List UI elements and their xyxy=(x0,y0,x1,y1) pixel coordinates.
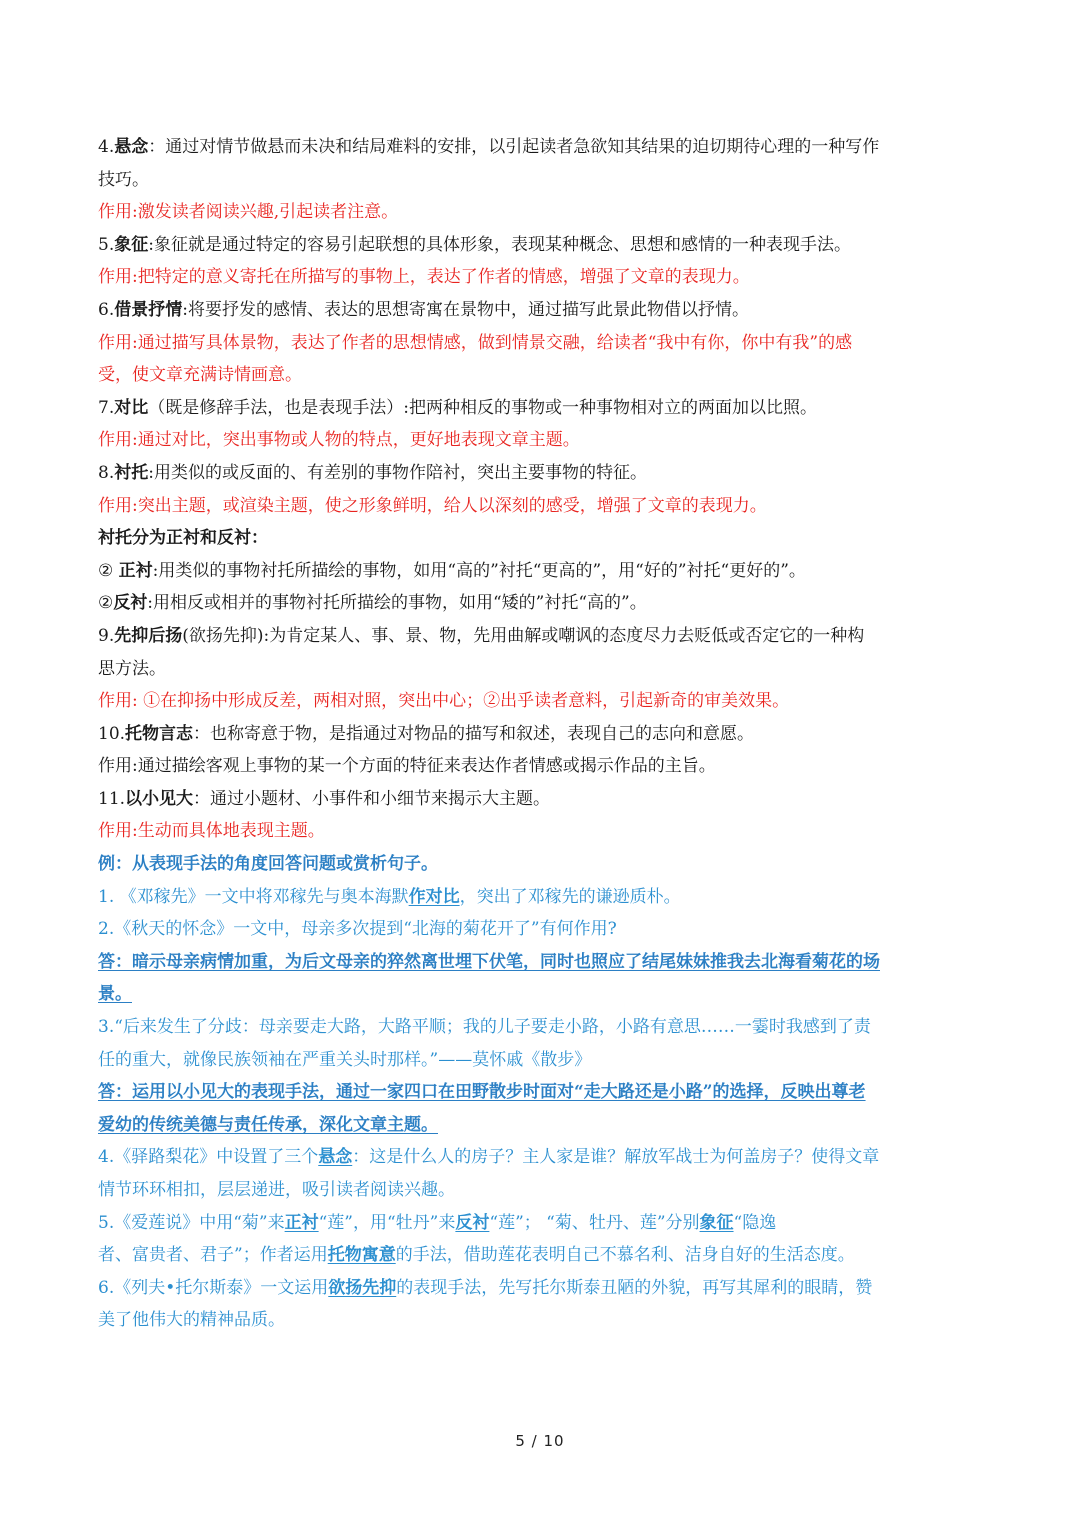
text-line xyxy=(98,1044,980,1077)
text-segment: 5. xyxy=(98,234,115,255)
text-segment: (欲扬先抑):为肯定某人、事、景、物，先用曲解或嘲讽的态度尽力去贬低或否定它的一种构 xyxy=(182,625,865,646)
text-segment: 11. xyxy=(98,788,126,809)
bold-term: 象征 xyxy=(114,234,149,255)
bold-term: 正衬 xyxy=(118,560,153,581)
text-segment: 2.《秋天的怀念》一文中，母亲多次提到“北海的菊花开了”有何作用? xyxy=(98,919,617,940)
text-segment: 5.《爱莲说》中用“菊”来 xyxy=(98,1212,285,1233)
text-segment: 例：从表现手法的角度回答问题或赏析句子。 xyxy=(98,854,438,875)
text-segment: 8. xyxy=(98,462,115,483)
bold-term: 反衬 xyxy=(113,593,148,614)
text-segment: （既是修辞手法，也是表现手法）:把两种相反的事物或一种事物相对立的两面加以比照。 xyxy=(148,397,817,418)
text-segment: ，突出了邓稼先的谦逊质朴。 xyxy=(459,886,681,907)
bold-term: 借景抒情 xyxy=(114,299,183,320)
bold-term: 悬念 xyxy=(318,1147,353,1168)
text-line xyxy=(98,881,980,914)
text-line xyxy=(98,1076,980,1109)
text-segment: 的表现手法，先写托尔斯泰丑陋的外貌，再写其犀利的眼睛，赞 xyxy=(396,1277,873,1298)
text-segment: ：通过小题材、小事件和小细节来揭示大主题。 xyxy=(193,788,551,809)
bold-term: 先抑后扬 xyxy=(114,625,183,646)
text-line xyxy=(98,1011,980,1044)
text-line xyxy=(98,1109,980,1142)
text-line xyxy=(98,653,980,686)
text-segment: 任的重大，就像民族领袖在严重关头时那样。”——莫怀戚《散步》 xyxy=(98,1049,592,1070)
text-segment: 作用:激发读者阅读兴趣,引起读者注意。 xyxy=(98,202,399,223)
text-line xyxy=(98,490,980,523)
text-segment: 4.《驿路梨花》中设置了三个 xyxy=(98,1147,319,1168)
bold-term: 对比 xyxy=(114,397,149,418)
bold-term: 托物言志 xyxy=(125,723,194,744)
text-line xyxy=(98,783,980,816)
text-segment: 的手法，借助莲花表明自己不慕名利、洁身自好的生活态度。 xyxy=(395,1245,855,1266)
text-segment: 景。 xyxy=(98,984,132,1005)
text-segment: 受，使文章充满诗情画意。 xyxy=(98,365,302,386)
text-segment: :用相反或相并的事物衬托所描绘的事物，如用“矮的”衬托“高的”。 xyxy=(147,593,647,614)
text-line xyxy=(98,1141,980,1174)
text-line xyxy=(98,327,980,360)
bold-term: 衬托 xyxy=(114,462,149,483)
text-segment: 3.“后来发生了分歧：母亲要走大路，大路平顺；我的儿子要走小路，小路有意思……一霎时我感到了责 xyxy=(98,1017,871,1038)
text-segment: 6. xyxy=(98,299,115,320)
text-segment: 作用:通过对比，突出事物或人物的特点，更好地表现文章主题。 xyxy=(98,430,580,451)
text-line xyxy=(98,750,980,783)
text-segment: ：也称寄意于物，是指通过对物品的描写和叙述，表现自己的志向和意愿。 xyxy=(193,723,755,744)
text-segment: 作用: ①在抑扬中形成反差，两相对照，突出中心；②出乎读者意料，引起新奇的审美效果。 xyxy=(98,691,790,712)
text-line xyxy=(98,946,980,979)
text-segment: :象征就是通过特定的容易引起联想的具体形象，表现某种概念、思想和感情的一种表现手法。 xyxy=(148,234,851,255)
text-segment: 作用:通过描绘客观上事物的某一个方面的特征来表达作者情感或揭示作品的主旨。 xyxy=(98,756,716,777)
text-line xyxy=(98,1272,980,1305)
text-line xyxy=(98,555,980,588)
text-segment: :用类似的事物衬托所描绘的事物，如用“高的”衬托“更高的”，用“好的”衬托“更好的”。 xyxy=(152,560,806,581)
text-line xyxy=(98,131,980,164)
bold-term: 正衬 xyxy=(284,1212,319,1233)
text-segment: :将要抒发的感情、表达的思想寄寓在景物中，通过描写此景此物借以抒情。 xyxy=(182,299,749,320)
text-segment: ② xyxy=(98,560,119,581)
text-segment: ② xyxy=(98,593,114,614)
text-segment: 答：暗示母亲病情加重，为后文母亲的猝然离世埋下伏笔，同时也照应了结尾妹妹推我去北海看菊花的场 xyxy=(98,951,880,972)
text-line xyxy=(98,913,980,946)
text-segment: 作用:突出主题，或渲染主题，使之形象鲜明，给人以深刻的感受，增强了文章的表现力。 xyxy=(98,495,767,516)
text-segment: “莲”； “菊、牡丹、莲”分别 xyxy=(489,1212,700,1233)
page-number: 5 / 10 xyxy=(515,1432,565,1450)
text-segment: 7. xyxy=(98,397,115,418)
text-line xyxy=(98,359,980,392)
text-line xyxy=(98,196,980,229)
text-line xyxy=(98,718,980,751)
text-line xyxy=(98,1207,980,1240)
text-segment: 者、富贵者、君子”；作者运用 xyxy=(98,1245,328,1266)
text-line xyxy=(98,164,980,197)
bold-term: 悬念 xyxy=(114,137,149,157)
text-line xyxy=(98,392,980,425)
text-line xyxy=(98,815,980,848)
bold-term: 以小见大 xyxy=(125,788,194,809)
bold-term: 欲扬先抑 xyxy=(328,1277,397,1298)
text-segment: 作用:生动而具体地表现主题。 xyxy=(98,821,325,842)
text-line xyxy=(98,457,980,490)
text-segment: 作用:通过描写具体景物，表达了作者的思想情感，做到情景交融，给读者“我中有你，你中有我”的感 xyxy=(98,332,853,353)
text-segment: 爱幼的传统美德与责任传承，深化文章主题。 xyxy=(98,1114,438,1135)
text-line xyxy=(98,424,980,457)
text-segment: :用类似的或反面的、有差别的事物作陪衬，突出主要事物的特征。 xyxy=(148,462,647,483)
text-segment: “莲”，用“牡丹”来 xyxy=(318,1212,456,1233)
text-line xyxy=(98,229,980,262)
text-line xyxy=(98,978,980,1011)
text-segment: 1. 《邓稼先》一文中将邓稼先与奥本海默 xyxy=(98,886,409,907)
text-segment: “隐逸 xyxy=(733,1212,777,1233)
text-segment: 10. xyxy=(98,723,126,744)
text-line xyxy=(98,1304,980,1337)
text-line xyxy=(98,587,980,620)
text-segment: 技巧。 xyxy=(98,169,149,190)
text-segment: 答：运用以小见大的表现手法，通过一家四口在田野散步时面对“走大路还是小路”的选择，反映出尊老 xyxy=(98,1082,866,1103)
text-line xyxy=(98,1174,980,1207)
text-segment: 情节环环相扣，层层递进，吸引读者阅读兴趣。 xyxy=(98,1180,455,1200)
text-segment: ：这是什么人的房子？主人家是谁？解放军战士为何盖房子？使得文章 xyxy=(352,1147,880,1168)
text-line xyxy=(98,261,980,294)
text-segment: 美了他伟大的精神品质。 xyxy=(98,1310,285,1331)
bold-term: 反衬 xyxy=(455,1212,490,1233)
text-line xyxy=(98,685,980,718)
bold-term: 象征 xyxy=(699,1212,734,1233)
text-segment: 4. xyxy=(98,137,115,157)
bold-term: 作对比 xyxy=(408,886,460,907)
document-body xyxy=(98,131,980,1337)
bold-term: 衬托分为正衬和反衬： xyxy=(98,528,268,549)
bold-term: 托物寓意 xyxy=(327,1245,396,1266)
text-segment: ：通过对情节做悬而未决和结局难料的安排，以引起读者急欲知其结果的迫切期待心理的一种写作 xyxy=(148,137,880,157)
text-line xyxy=(98,848,980,881)
text-segment: 作用:把特定的意义寄托在所描写的事物上，表达了作者的情感，增强了文章的表现力。 xyxy=(98,267,750,288)
text-line xyxy=(98,522,980,555)
text-segment: 9. xyxy=(98,625,115,646)
text-segment: 6.《列夫•托尔斯泰》一文运用 xyxy=(98,1277,329,1298)
text-line xyxy=(98,620,980,653)
text-line xyxy=(98,294,980,327)
text-segment: 思方法。 xyxy=(98,658,166,679)
text-line xyxy=(98,1239,980,1272)
